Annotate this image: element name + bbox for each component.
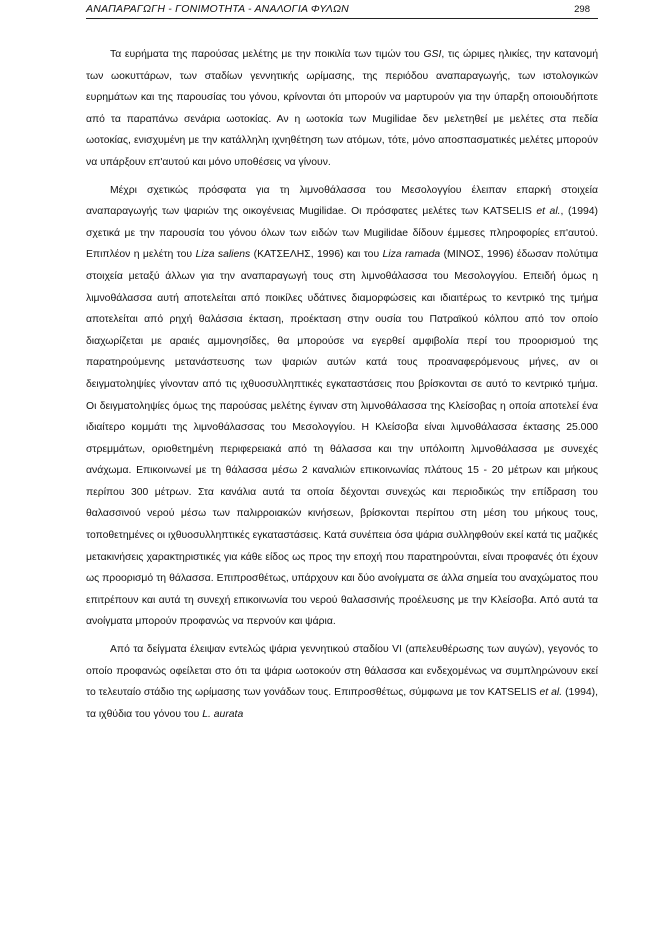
italic-run: Liza saliens [195,249,251,261]
italic-run: Liza ramada [382,249,441,261]
text-run: Από τα δείγματα έλειψαν εντελώς ψάρια γεννητικού σταδίου VI (απελευθέρωσης των αυγών), γεγονός το οποίο προφανώς οφείλεται στο ότι τα ψάρια ωοτοκούν στη θάλασσα και ενδεχομένως να συμπληρώνουν εκεί το τελευταίο στάδιο της ωρίμασης των γονάδων τους. Επιπροσθέτως, σύμφωνα με τον KATSELIS [86,644,598,699]
italic-run: L. aurata [202,708,244,720]
italic-run: et al. [536,206,561,218]
text-run: , τις ώριμες ηλικίες, την κατανομή των ωοκυττάρων, των σταδίων γεννητικής ωρίμασης, της περιόδου αναπαραγωγής, των ιστολογικών ευρημάτων και της παρουσίας του γόνου, κρίνονται ότι μπορούν να μαρτυρούν για την ύπαρξη οποιουδήποτε από τα παραπάνω σενάρια ωοτοκίας. Αν η ωοτοκία των Mugilidae δεν μελετηθεί με μελέτες στα πεδία ωοτοκίας, ενισχυμένη με την κατάλληλη ιχνηθέτηση των ατόμων, τότε, μόνο αποσπασματικές μελέτες μπορούν να υπάρξουν επ'αυτού και μόνο υποθέσεις να γίνουν. [86,49,599,168]
italic-run: et al. [539,687,563,699]
text-run: (ΚΑΤΣΕΛΗΣ, 1996) και του [250,249,383,261]
text-run: , (1994) σχετικά με την παρουσία του γόνου όλων των ειδών των Mugilidae δίδουν έμμεσες πληροφορίες επ'αυτού. Επιπλέον η μελέτη του [86,206,599,261]
text-run: (ΜΙΝΟΣ, 1996) έδωσαν πολύτιμα στοιχεία μεταξύ άλλων για την αναπαραγωγή τους στη λιμνοθάλασσα του Μεσολογγίου. Επειδή όμως η λιμνοθάλασσα αυτή αποτελείται από ποικίλες υδάτινες διαμορφώσεις και ιδιαιτέρως το κεντρικό της τμήμα αποτελείται από ρηχή θαλάσσια έκταση, προέκταση στην ουσία του Πατραϊκού κόλπου από τον οποίο διαχωρίζεται με αραιές αμμονησίδες, θα μπορούσε να εγερθεί αμφιβολία περί του προορισμού της παρατηρούμενης μετανάστευσης των ψαριών αυτών κατά τους προαναφερόμενους μήνες, αν οι δειγματοληψίες γίνονταν από τις ιχθυοσυλληπτικές εγκαταστάσεις που βρίσκονται σε αυτό το κεντρικό τμήμα. Οι δειγματοληψίες όμως της παρούσας μελέτης έγιναν στη λιμνοθάλασσα της Κλείσοβας η οποία αποτελεί ένα ιδιαίτερο κομμάτι της λιμνοθάλασσας του Μεσολογγίου. Η Κλείσοβα είναι λιμνοθάλασσα έκτασης 25.000 στρεμμάτων, οριοθετημένη περιφερειακά από τη θάλασσα και την υπόλοιπη λιμνοθάλασσα με συνεχές ανάχωμα. Επικοινωνεί με τη θάλασσα μέσω 2 καναλιών επικοινωνίας πλάτους 15 - 20 μέτρων και μήκους περίπου 300 μέτρων. Στα κανάλια αυτά τα οποία δέχονται συνεχώς και περιοδικώς την επίδραση του θαλασσινού νερού μέσω των παλιρροιακών κινήσεων, βρίσκονται περίπου στη μέση του μήκους τους, τοποθετημένες οι ιχθυοσυλληπτικές εγκαταστάσεις. Κατά συνέπεια όσα ψάρια συλληφθούν εκεί κατά τις μαζικές μετακινήσεις χαρακτηριστικές για κάθε είδος ως προς την εποχή που παρατηρούνται, είναι προφανές ότι έχουν ως προορισμό τη θάλασσα. Επιπροσθέτως, υπάρχουν και δύο ανοίγματα σε άλλα σημεία του αναχώματος που επιτρέπουν και αυτά τη συνεχή επικοινωνία του νερού θαλασσινής προέλευσης με την Κλείσοβα. Από αυτά τα ανοίγματα μπορούν προφανώς να περνούν και ψάρια. [86,249,599,628]
header-rule [86,18,598,19]
text-run: Μέχρι σχετικώς πρόσφατα για τη λιμνοθάλασσα του Μεσολογγίου έλειπαν επαρκή στοιχεία αναπαραγωγής των ψαριών της οικογένειας Mugilidae. Οι πρόσφατες μελέτες των KATSELIS [86,184,598,218]
text-run: (1994), τα ιχθύδια του γόνου του [86,687,598,720]
page-number: 298 [574,4,590,15]
running-header [86,2,598,18]
paragraph [86,639,598,725]
text-run: Τα ευρήματα της παρούσας μελέτης με την ποικιλία των τιμών του [110,49,424,60]
running-title: ΑΝΑΠΑΡΑΓΩΓΗ - ΓΟΝΙΜΟΤΗΤΑ - ΑΝΑΛΟΓΙΑ ΦΥΛΩΝ [86,3,349,15]
paragraph [86,44,598,174]
italic-run: GSI [423,49,442,60]
paragraph [86,180,598,633]
body-text [86,44,598,725]
